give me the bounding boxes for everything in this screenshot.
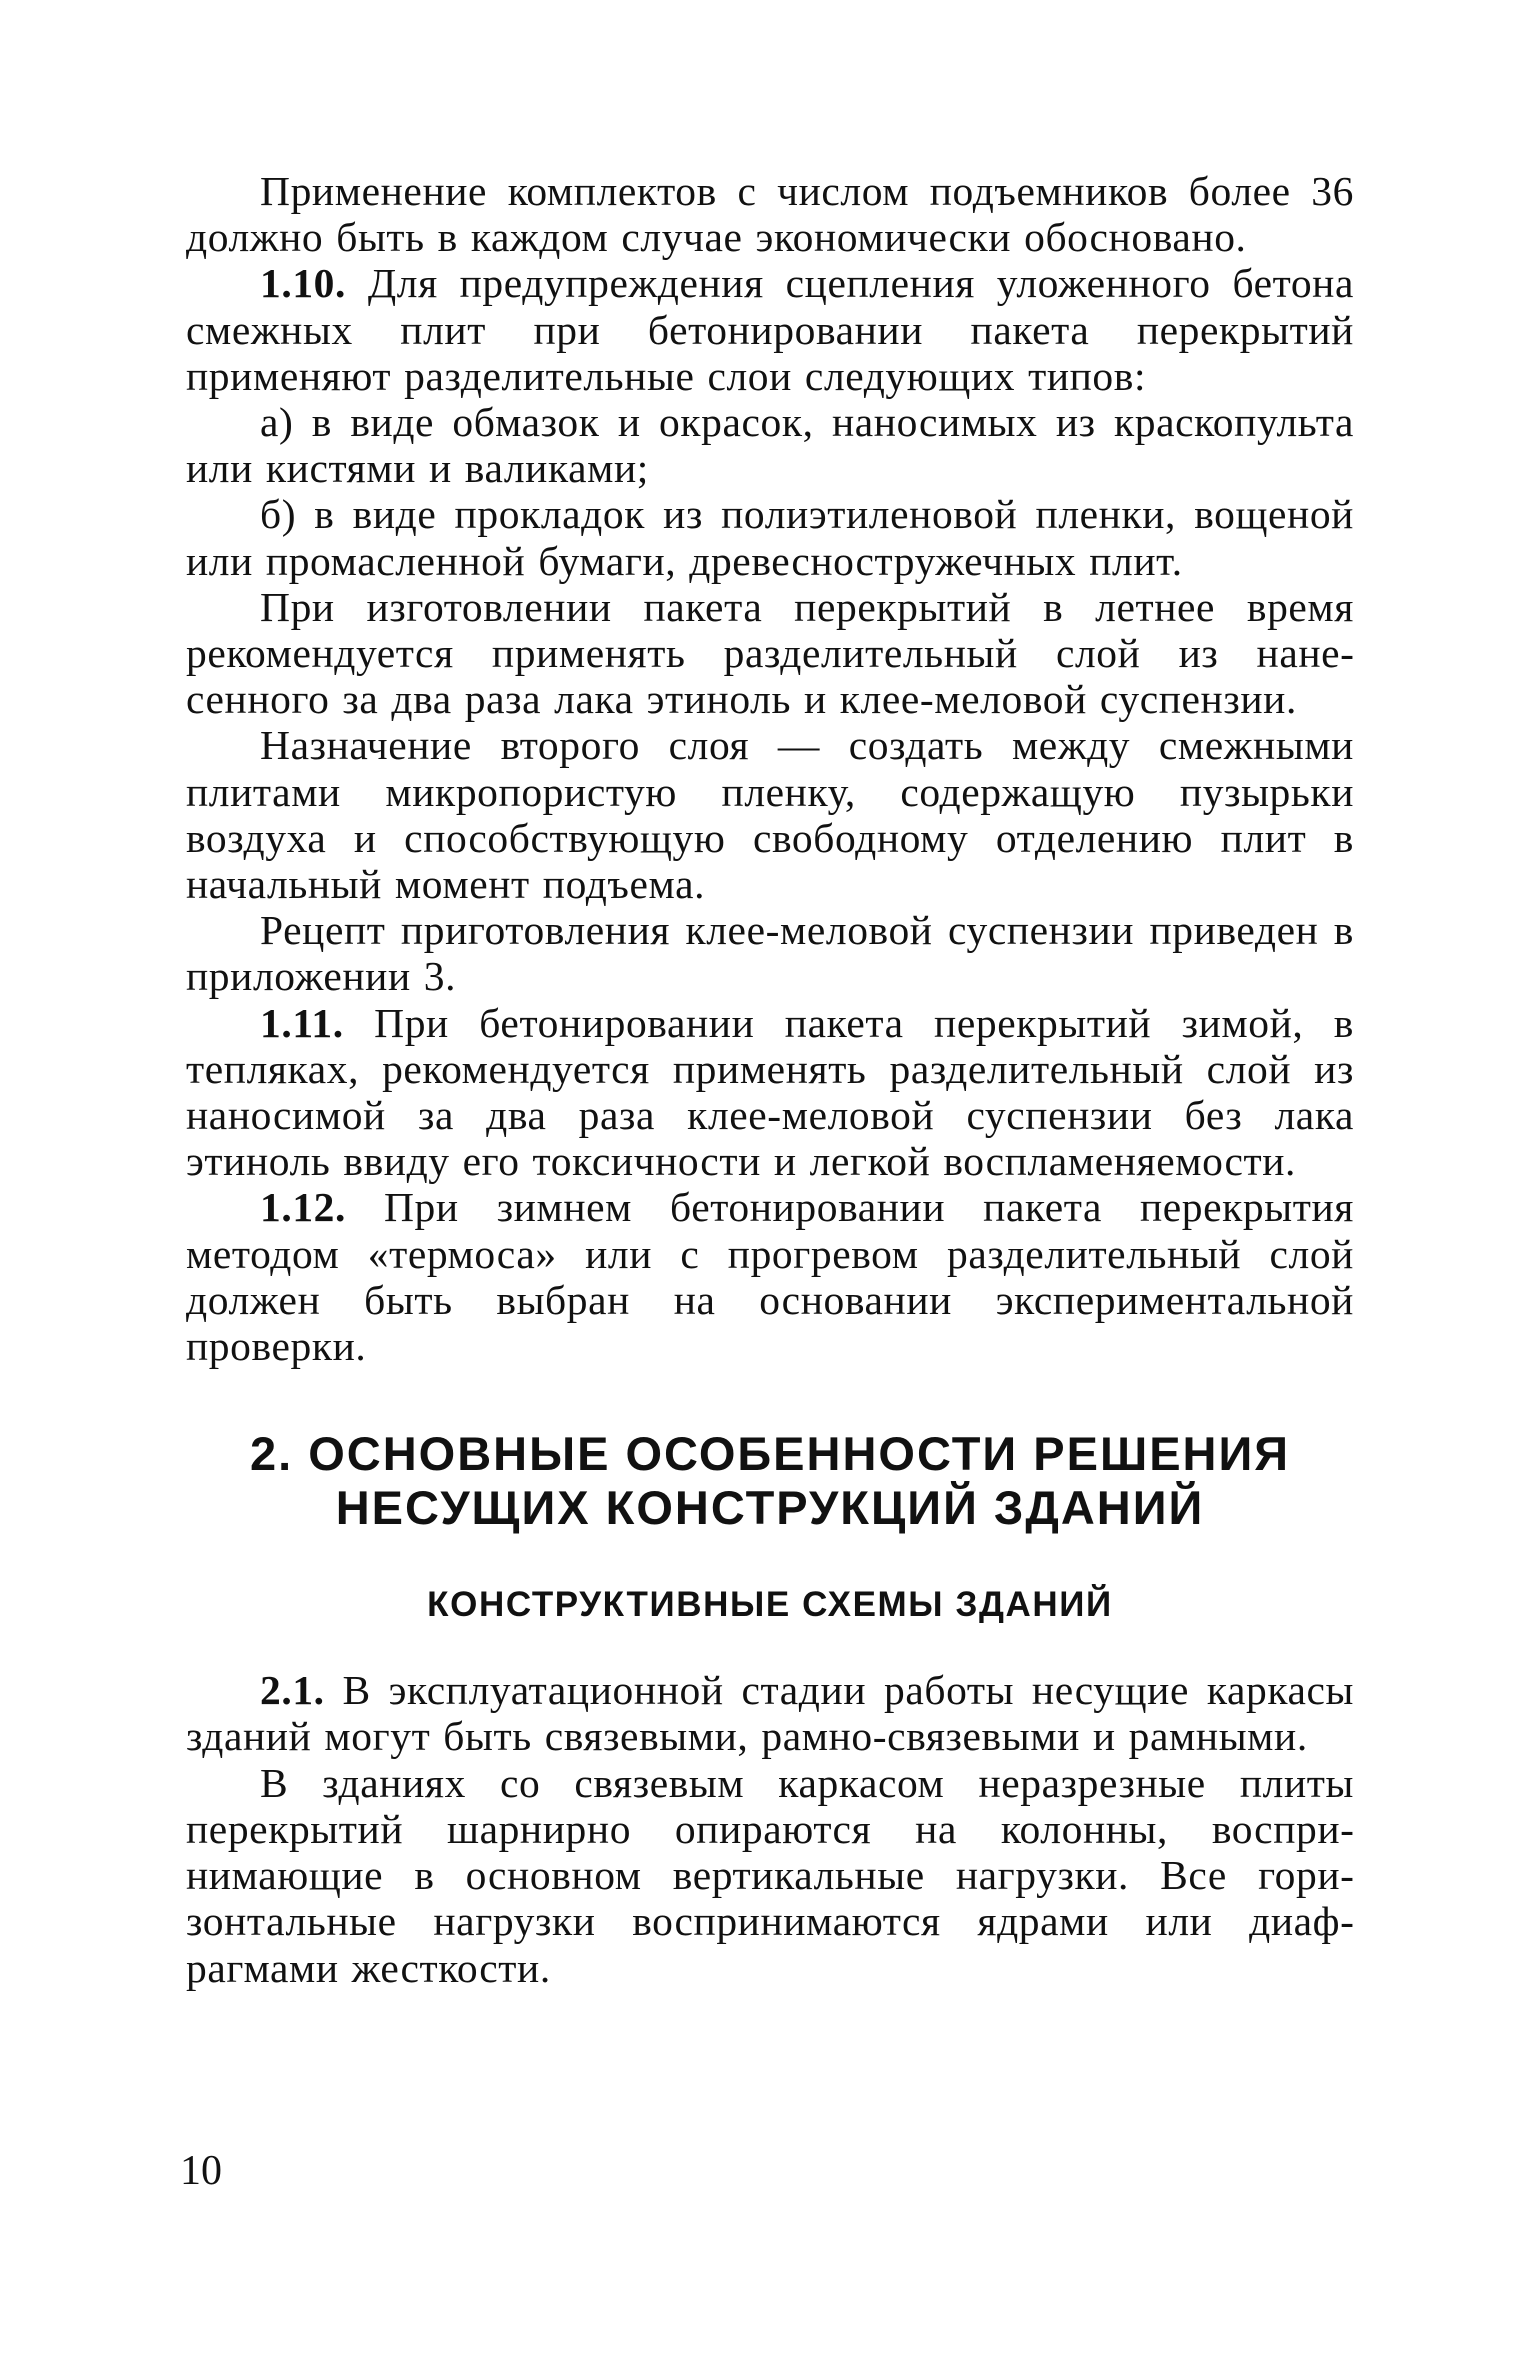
clause-number: 1.12.: [260, 1184, 346, 1231]
clause-number: 1.10.: [260, 260, 346, 307]
paragraph: [186, 584, 1354, 723]
paragraph-text: В зданиях со связевым каркасом неразрезные плиты перекрытий шарнирно опираются на колонны, воспринимающие в основном вертикальные нагрузки. Все горизонтальные нагрузки воспринимаются ядрами или диафрагмами жесткости.: [186, 1759, 1354, 1991]
section-heading-line: 2. ОСНОВНЫЕ ОСОБЕННОСТИ РЕШЕНИЯ: [249, 1427, 1291, 1481]
paragraph-text: Применение комплектов с числом подъемников более 36 должно быть в каждом случае экономически обосновано.: [186, 168, 1354, 261]
paragraph-text: Рецепт приготовления клее-меловой суспензии приведен в приложении 3.: [186, 907, 1354, 1000]
paragraph-text: В эксплуатационной стадии работы несущие каркасы зданий могут быть связевыми, рамно-связевыми и рамными.: [186, 1667, 1355, 1760]
sub-heading: КОНСТРУКТИВНЫЕ СХЕМЫ ЗДАНИЙ: [427, 1585, 1113, 1625]
paragraph-text: а) в виде обмазок и окрасок, наносимых из краскопульта или кистями и валиками;: [186, 399, 1354, 492]
section-heading: [186, 1427, 1354, 1535]
clause-number: 1.11.: [260, 999, 344, 1046]
page-body: [186, 168, 1354, 1991]
paragraph-text: При зимнем бетонировании пакета перекрытия методом «термоса» или с прогревом разделительный слой должен быть выбран на основании экспериментальной проверки.: [186, 1184, 1354, 1370]
paragraph: [186, 399, 1354, 491]
paragraph: [186, 1184, 1354, 1369]
paragraph-text: б) в виде прокладок из полиэтиленовой пленки, вощеной или промасленной бумаги, древесностружечных плит.: [186, 491, 1354, 584]
paragraph: [186, 1667, 1354, 1759]
paragraph: [186, 722, 1354, 907]
paragraph: [186, 1760, 1354, 1991]
paragraph-text: Назначение второго слоя — создать между смежными плитами микропористую пленку, содержащую пузырьки воздуха и способствующую свободному отделению плит в начальный момент подъема.: [186, 722, 1354, 908]
paragraph: [186, 907, 1354, 999]
page-number: 10: [180, 2148, 222, 2194]
paragraph: [186, 260, 1354, 399]
paragraph: [186, 491, 1354, 583]
paragraph-text: Для предупреждения сцепления уложенного бетона смежных плит при бетонировании пакета перекрытий применяют разделительные слои следующих типов:: [186, 260, 1354, 399]
paragraph-text: При бетонировании пакета перекрытий зимой, в тепляках, рекомендуется применять разделительный слой из наносимой за два раза клее-меловой суспензии без лака этиноль ввиду его токсичности и легкой воспламеняемости.: [186, 999, 1354, 1185]
section-heading-line: НЕСУЩИХ КОНСТРУКЦИЙ ЗДАНИЙ: [335, 1481, 1205, 1535]
paragraph: [186, 168, 1354, 260]
paragraph: [186, 1000, 1354, 1185]
clause-number: 2.1.: [260, 1667, 325, 1714]
paragraph-text: При изготовлении пакета перекрытий в летнее время рекомендуется применять разделительный слой из нанесенного за два раза лака этиноль и клее-меловой суспензии.: [186, 583, 1354, 723]
